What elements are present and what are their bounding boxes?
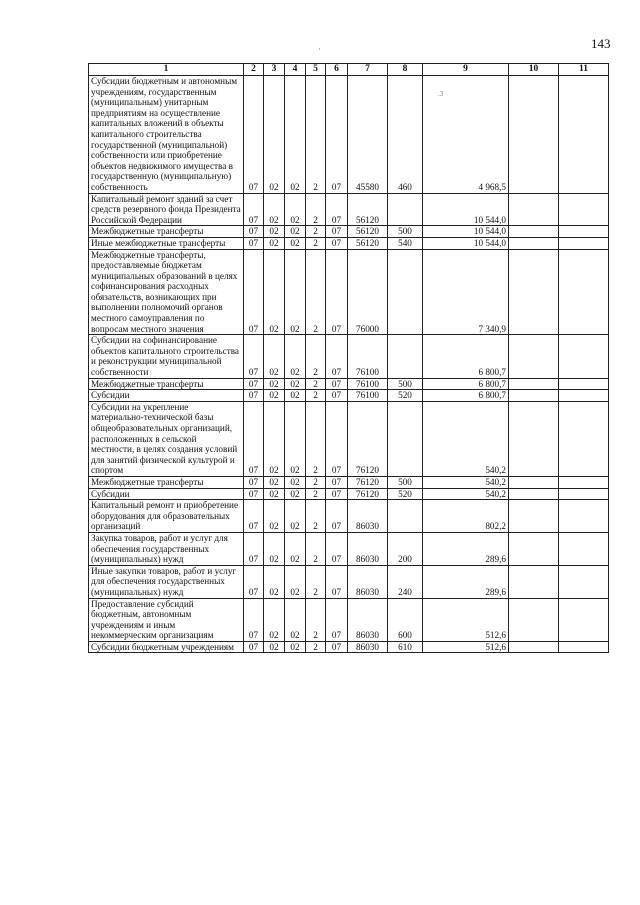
program-code: 02 (285, 226, 306, 238)
col-10-cell (509, 378, 559, 390)
row-description: Субсидии бюджетным и автономным учреждениям, государственным (муниципальным) унитарным предприятиям на осуществление капитальных вложений в объекты капитального строительства государственной (муниципальной) собственности или приобретение объектов недвижимого имущества в государственную (муниципальную) собственность (89, 76, 244, 194)
event-code: 07 (326, 335, 348, 378)
section-code: 07 (244, 532, 264, 565)
col-11-cell (559, 401, 609, 476)
table-row (89, 488, 609, 500)
scan-mark: .3 (438, 90, 444, 98)
table-row (89, 390, 609, 402)
col-10-cell (509, 641, 559, 653)
subprogram-code: 2 (306, 532, 326, 565)
row-description: Капитальный ремонт и приобретение оборудования для образовательных организаций (89, 500, 244, 533)
section-code: 07 (244, 76, 264, 194)
subsection-code: 02 (264, 401, 285, 476)
program-code: 02 (285, 193, 306, 226)
event-code: 07 (326, 237, 348, 249)
col-11-cell (559, 237, 609, 249)
amount: 540,2 (423, 476, 509, 488)
direction-code: 86030 (348, 500, 388, 533)
header-row (89, 64, 609, 76)
table-row (89, 193, 609, 226)
subsection-code: 02 (264, 641, 285, 653)
header-col-5: 5 (306, 64, 326, 76)
col-10-cell (509, 76, 559, 194)
col-11-cell (559, 76, 609, 194)
header-col-4: 4 (285, 64, 306, 76)
subsection-code: 02 (264, 390, 285, 402)
subsection-code: 02 (264, 532, 285, 565)
col-11-cell (559, 488, 609, 500)
col-10-cell (509, 335, 559, 378)
subsection-code: 02 (264, 500, 285, 533)
event-code: 07 (326, 532, 348, 565)
row-description: Капитальный ремонт зданий за счет средств резервного фонда Президента Российской Федерации (89, 193, 244, 226)
col-10-cell (509, 488, 559, 500)
subprogram-code: 2 (306, 500, 326, 533)
direction-code: 76000 (348, 249, 388, 335)
table-row (89, 641, 609, 653)
subprogram-code: 2 (306, 488, 326, 500)
direction-code: 76100 (348, 378, 388, 390)
direction-code: 76120 (348, 488, 388, 500)
col-10-cell (509, 193, 559, 226)
col-11-cell (559, 500, 609, 533)
subprogram-code: 2 (306, 565, 326, 598)
program-code: 02 (285, 378, 306, 390)
section-code: 07 (244, 249, 264, 335)
direction-code: 56120 (348, 237, 388, 249)
table-row (89, 226, 609, 238)
expense-type-code: 520 (388, 390, 423, 402)
row-description: Субсидии на укрепление материально-технической базы общеобразовательных организаций, расположенных в сельской местности, в целях создания условий для занятий физической культурой и спортом (89, 401, 244, 476)
col-11-cell (559, 565, 609, 598)
table-row (89, 476, 609, 488)
expense-type-code: 500 (388, 226, 423, 238)
amount: 6 800,7 (423, 335, 509, 378)
expense-type-code: 460 (388, 76, 423, 194)
amount: 289,6 (423, 532, 509, 565)
expense-type-code: 600 (388, 598, 423, 641)
col-10-cell (509, 226, 559, 238)
subprogram-code: 2 (306, 237, 326, 249)
col-11-cell (559, 378, 609, 390)
table-row (89, 598, 609, 641)
section-code: 07 (244, 488, 264, 500)
col-10-cell (509, 401, 559, 476)
event-code: 07 (326, 565, 348, 598)
expense-type-code (388, 249, 423, 335)
table-row (89, 565, 609, 598)
event-code: 07 (326, 488, 348, 500)
direction-code: 45580 (348, 76, 388, 194)
header-col-9: 9 (423, 64, 509, 76)
subsection-code: 02 (264, 226, 285, 238)
subprogram-code: 2 (306, 226, 326, 238)
event-code: 07 (326, 226, 348, 238)
amount: 512,6 (423, 598, 509, 641)
header-col-7: 7 (348, 64, 388, 76)
subsection-code: 02 (264, 249, 285, 335)
direction-code: 76120 (348, 476, 388, 488)
col-11-cell (559, 641, 609, 653)
col-11-cell (559, 476, 609, 488)
amount: 10 544,0 (423, 226, 509, 238)
program-code: 02 (285, 249, 306, 335)
event-code: 07 (326, 378, 348, 390)
table-body (89, 76, 609, 653)
event-code: 07 (326, 476, 348, 488)
expense-type-code (388, 335, 423, 378)
direction-code: 56120 (348, 226, 388, 238)
direction-code: 86030 (348, 641, 388, 653)
row-description: Субсидии (89, 390, 244, 402)
row-description: Субсидии (89, 488, 244, 500)
event-code: 07 (326, 390, 348, 402)
section-code: 07 (244, 390, 264, 402)
scan-dot: · (318, 44, 321, 54)
amount: 289,6 (423, 565, 509, 598)
subprogram-code: 2 (306, 249, 326, 335)
program-code: 02 (285, 565, 306, 598)
subprogram-code: 2 (306, 390, 326, 402)
section-code: 07 (244, 401, 264, 476)
expense-type-code: 520 (388, 488, 423, 500)
table-row (89, 249, 609, 335)
program-code: 02 (285, 401, 306, 476)
section-code: 07 (244, 378, 264, 390)
header-col-3: 3 (264, 64, 285, 76)
col-10-cell (509, 249, 559, 335)
expense-type-code (388, 193, 423, 226)
subsection-code: 02 (264, 598, 285, 641)
budget-table (88, 63, 609, 653)
amount: 802,2 (423, 500, 509, 533)
expense-type-code: 200 (388, 532, 423, 565)
program-code: 02 (285, 500, 306, 533)
col-11-cell (559, 249, 609, 335)
amount: 512,6 (423, 641, 509, 653)
event-code: 07 (326, 249, 348, 335)
amount: 4 968,5 (423, 76, 509, 194)
expense-type-code: 610 (388, 641, 423, 653)
col-10-cell (509, 390, 559, 402)
section-code: 07 (244, 237, 264, 249)
col-10-cell (509, 500, 559, 533)
subprogram-code: 2 (306, 335, 326, 378)
table-row (89, 500, 609, 533)
row-description: Субсидии на софинансирование объектов капитального строительства и реконструкции муниципальной собственности (89, 335, 244, 378)
direction-code: 76120 (348, 401, 388, 476)
subprogram-code: 2 (306, 598, 326, 641)
col-10-cell (509, 237, 559, 249)
col-10-cell (509, 476, 559, 488)
subprogram-code: 2 (306, 76, 326, 194)
row-description: Иные закупки товаров, работ и услуг для обеспечения государственных (муниципальных) нужд (89, 565, 244, 598)
col-10-cell (509, 598, 559, 641)
subsection-code: 02 (264, 335, 285, 378)
event-code: 07 (326, 76, 348, 194)
amount: 540,2 (423, 401, 509, 476)
program-code: 02 (285, 476, 306, 488)
program-code: 02 (285, 532, 306, 565)
direction-code: 86030 (348, 598, 388, 641)
table-row (89, 335, 609, 378)
event-code: 07 (326, 193, 348, 226)
header-col-10: 10 (509, 64, 559, 76)
table-row (89, 401, 609, 476)
subprogram-code: 2 (306, 476, 326, 488)
subsection-code: 02 (264, 76, 285, 194)
direction-code: 76100 (348, 335, 388, 378)
expense-type-code: 240 (388, 565, 423, 598)
table-row (89, 378, 609, 390)
expense-type-code: 500 (388, 476, 423, 488)
program-code: 02 (285, 488, 306, 500)
row-description: Субсидии бюджетным учреждениям (89, 641, 244, 653)
subsection-code: 02 (264, 488, 285, 500)
section-code: 07 (244, 598, 264, 641)
amount: 10 544,0 (423, 193, 509, 226)
section-code: 07 (244, 500, 264, 533)
section-code: 07 (244, 565, 264, 598)
table-row (89, 532, 609, 565)
col-11-cell (559, 532, 609, 565)
col-11-cell (559, 226, 609, 238)
subsection-code: 02 (264, 237, 285, 249)
header-col-6: 6 (326, 64, 348, 76)
amount: 6 800,7 (423, 378, 509, 390)
direction-code: 86030 (348, 532, 388, 565)
table-row (89, 237, 609, 249)
section-code: 07 (244, 193, 264, 226)
amount: 540,2 (423, 488, 509, 500)
subprogram-code: 2 (306, 641, 326, 653)
expense-type-code (388, 401, 423, 476)
event-code: 07 (326, 500, 348, 533)
amount: 10 544,0 (423, 237, 509, 249)
section-code: 07 (244, 335, 264, 378)
expense-type-code: 540 (388, 237, 423, 249)
event-code: 07 (326, 641, 348, 653)
event-code: 07 (326, 598, 348, 641)
direction-code: 86030 (348, 565, 388, 598)
row-description: Межбюджетные трансферты, предоставляемые бюджетам муниципальных образований в целях софинансирования расходных обязательств, возникающих при выполнении полномочий органов местного самоуправления по вопросам местного значения (89, 249, 244, 335)
subprogram-code: 2 (306, 401, 326, 476)
expense-type-code: 500 (388, 378, 423, 390)
subsection-code: 02 (264, 193, 285, 226)
header-col-2: 2 (244, 64, 264, 76)
program-code: 02 (285, 335, 306, 378)
section-code: 07 (244, 641, 264, 653)
program-code: 02 (285, 237, 306, 249)
row-description: Межбюджетные трансферты (89, 476, 244, 488)
col-11-cell (559, 193, 609, 226)
row-description: Межбюджетные трансферты (89, 378, 244, 390)
direction-code: 56120 (348, 193, 388, 226)
row-description: Межбюджетные трансферты (89, 226, 244, 238)
header-col-8: 8 (388, 64, 423, 76)
subsection-code: 02 (264, 476, 285, 488)
section-code: 07 (244, 476, 264, 488)
subprogram-code: 2 (306, 193, 326, 226)
amount: 7 340,9 (423, 249, 509, 335)
page-number: 143 (591, 36, 611, 51)
col-11-cell (559, 335, 609, 378)
direction-code: 76100 (348, 390, 388, 402)
subsection-code: 02 (264, 565, 285, 598)
event-code: 07 (326, 401, 348, 476)
row-description: Предоставление субсидий бюджетным, автономным учреждениям и иным некоммерческим организациям (89, 598, 244, 641)
program-code: 02 (285, 598, 306, 641)
program-code: 02 (285, 390, 306, 402)
subprogram-code: 2 (306, 378, 326, 390)
header-col-11: 11 (559, 64, 609, 76)
header-col-1: 1 (89, 64, 244, 76)
table-row (89, 76, 609, 194)
program-code: 02 (285, 641, 306, 653)
col-11-cell (559, 390, 609, 402)
col-11-cell (559, 598, 609, 641)
col-10-cell (509, 532, 559, 565)
section-code: 07 (244, 226, 264, 238)
amount: 6 800,7 (423, 390, 509, 402)
program-code: 02 (285, 76, 306, 194)
col-10-cell (509, 565, 559, 598)
row-description: Иные межбюджетные трансферты (89, 237, 244, 249)
subsection-code: 02 (264, 378, 285, 390)
expense-type-code (388, 500, 423, 533)
row-description: Закупка товаров, работ и услуг для обеспечения государственных (муниципальных) нужд (89, 532, 244, 565)
